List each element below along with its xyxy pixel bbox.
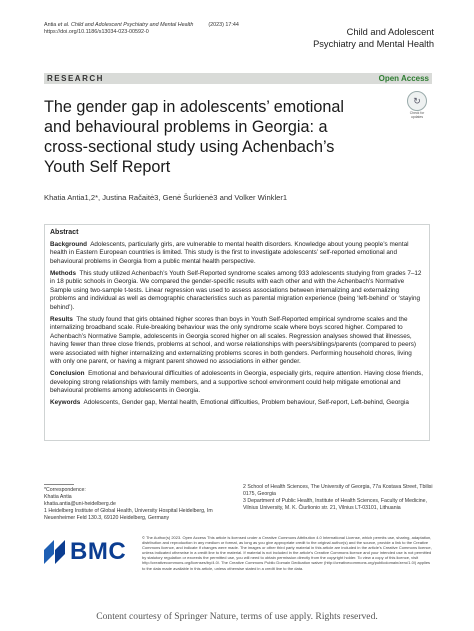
- citation-journal: et al. Child and Adolescent Psychiatry and Mental Health: [57, 22, 194, 28]
- conclusion-text: Emotional and behavioural difficulties of adolescents in Georgia, especially girls, require attention. Having close friends, developing strong relationships with family members, and a supportive school environment could help mitigate emotional and behavioural problems among adolescents in Georgia.: [50, 370, 423, 395]
- abstract-conclusion: [50, 370, 423, 396]
- check-updates-text-line2: updates: [410, 115, 424, 119]
- results-text: The study found that girls obtained higher scores than boys in Youth Self-Reported empirical syndrome scales and the internalizing broadband scale. Rule-breaking behaviour was the only syndrome scale where boys scored higher. Compared to Achenbach’s Normative Sample, adolescents in Georgia scored higher on all scales. Regression analyses showed that illnesses, having fewer than three close friends, problems at school, and worse relationships with peers/siblings/parents (compared to peers) were associated with higher internalizing and externalizing problems scores in both genders. Performing household chores, living with only one parent, or having a migrant parent showed no associations in either gender.: [50, 315, 417, 366]
- article-title: The gender gap in adolescents’ emotional and behavioural problems in Georgia: a cross-sectional study using Achenbach’s Youth Self Report: [44, 98, 344, 176]
- keywords-text: Adolescents, Gender gap, Mental health, Emotional difficulties, Problem behaviour, Self-report, Left-behind, Georgia: [83, 399, 409, 407]
- abstract-results: [50, 316, 423, 367]
- article-type-bar: [44, 73, 432, 84]
- footnote-divider: [44, 484, 74, 485]
- journal-name-line1: Child and Adolescent: [346, 27, 434, 37]
- journal-name: [274, 26, 434, 50]
- affiliation-3: 3 Department of Public Health, Institute of Health Sciences, Faculty of Medicine, Vilnius University, M. K. Čiurlionio str. 21, Vilnius LT-03101, Lithuania: [243, 497, 427, 511]
- abstract-heading: Abstract: [50, 229, 79, 236]
- citation-year: (2023) 17:44: [208, 22, 239, 28]
- journal-name-line2: Psychiatry and Mental Health: [313, 39, 434, 49]
- bmc-logo-icon: [44, 540, 68, 564]
- doi-link[interactable]: https://doi.org/10.1186/s13034-023-00592-0: [44, 29, 149, 35]
- open-access-label: Open Access: [378, 74, 429, 83]
- conclusion-label: Conclusion: [50, 370, 85, 378]
- methods-text: This study utilized Achenbach’s Youth Self-Reported syndrome scales among 933 adolescents studying from grades 7–12 in 18 public schools in Georgia. We compared the gender-specific results with each other and with the Achenbach’s Normative Sample using two-sample t-tests. Linear regression was used to assess associations between internalizing and externalizing problems and individual as well as demographic characteristics such as parental migration experience (being ‘left-behind’ or ‘staying behind’).: [50, 269, 422, 311]
- citation-header: [44, 22, 304, 36]
- correspondence-email[interactable]: khatia.antia@uni-heidelberg.de: [44, 500, 116, 507]
- abstract-box: [44, 224, 430, 441]
- affiliation-1: 1 Heidelberg Institute of Global Health, University Hospital Heidelberg, Im Neuenheimer Feld 130.3, 69120 Heidelberg, Germany: [44, 507, 213, 521]
- abstract-methods: [50, 270, 423, 313]
- background-text: Adolescents, particularly girls, are vulnerable to mental health disorders. Knowledge about young people’s mental health in Eastern European countries is limited. This study is the first to investigate adolescents’ self-reported emotional and behavioural problems in Georgia from a public mental health perspective.: [50, 240, 409, 265]
- footnotes-right: [243, 484, 438, 512]
- check-updates-text-line1: Check for: [409, 111, 425, 115]
- footnotes-left: [44, 487, 234, 522]
- author-list: Khatia Antia1,2*, Justina Račaitė3, Genė Šurkienė3 and Volker Winkler1: [44, 193, 288, 202]
- background-label: Background: [50, 240, 88, 248]
- courtesy-notice: Content courtesy of Springer Nature, terms of use apply. Rights reserved.: [96, 611, 378, 622]
- correspondence-label: *Correspondence:: [44, 487, 86, 493]
- methods-label: Methods: [50, 269, 77, 277]
- correspondence-name: Khatia Antia: [44, 493, 72, 500]
- check-updates-icon: ↻: [407, 91, 427, 111]
- abstract-background: [50, 241, 423, 267]
- affiliation-2: 2 School of Health Sciences, The University of Georgia, 77a Kostava Street, Tbilisi 0175, Georgia: [243, 484, 433, 497]
- keywords-label: Keywords: [50, 399, 81, 407]
- bmc-logo[interactable]: [44, 537, 134, 567]
- check-for-updates-badge[interactable]: [406, 91, 428, 117]
- abstract-keywords: [50, 399, 423, 408]
- citation-authors: Antia: [44, 22, 58, 28]
- license-text: © The Author(s) 2023. Open Access This article is licensed under a Creative Commons Attribution 4.0 International License, which permits use, sharing, adaptation, distribution and reproduction in any medium or format, as long as you give appropriate credit to the original author(s) and the source, provide a link to the Creative Commons licence, and indicate if changes were made. The images or other third party material in this article are included in the article’s Creative Commons licence, unless indicated otherwise in a credit line to the material. If material is not included in the article’s Creative Commons licence and your intended use is not permitted by statutory regulation or exceeds the permitted use, you will need to obtain permission directly from the copyright holder. To view a copy of this licence, visit http://creativecommons.org/licenses/by/4.0/. The Creative Commons Public Domain Dedication waiver (http://creativecommons.org/publicdomain/zero/1.0/) applies to the data made available in this article, unless otherwise stated in a credit line to the data.: [142, 535, 432, 571]
- results-label: Results: [50, 315, 73, 323]
- article-type-label: RESEARCH: [47, 74, 104, 83]
- bmc-logo-text: BMC: [70, 538, 127, 565]
